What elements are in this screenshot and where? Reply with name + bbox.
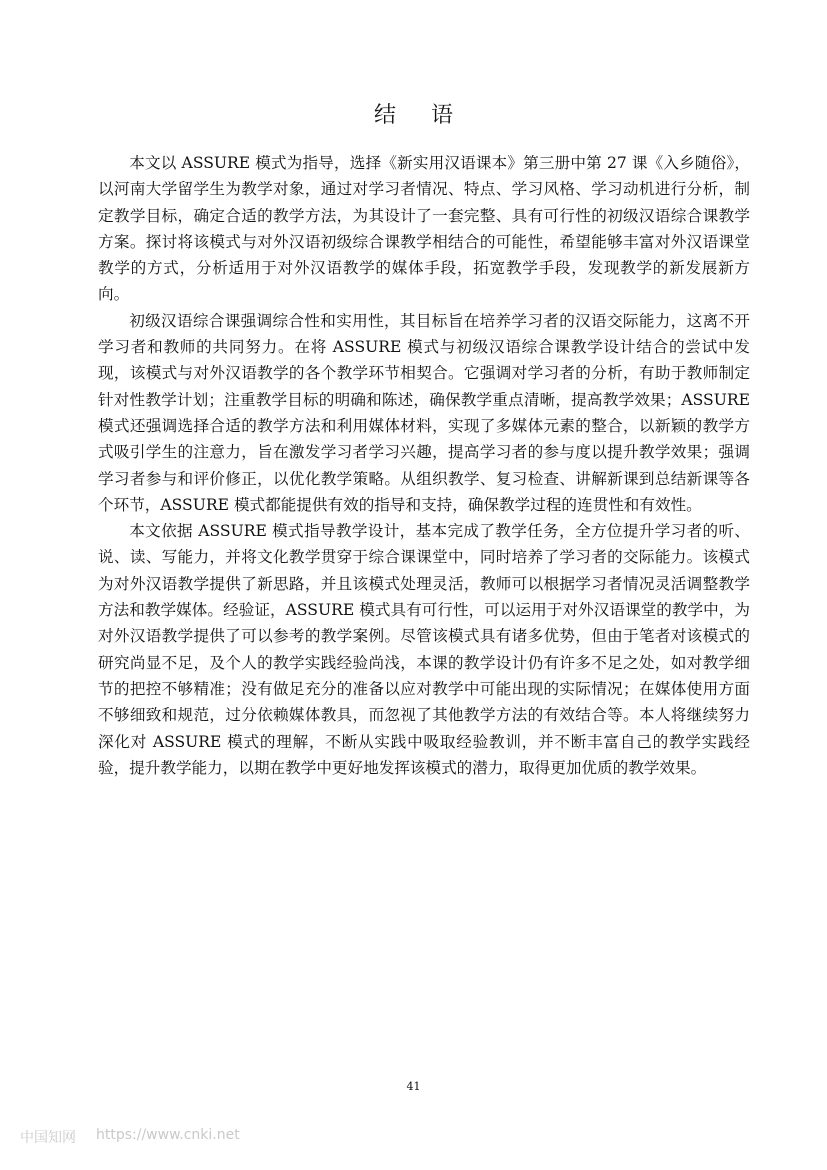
watermark-url: https://www.cnki.net (96, 1127, 240, 1143)
page-number: 41 (406, 1080, 421, 1093)
body-text (98, 150, 750, 781)
paragraph-1: 本文以 ASSURE 模式为指导，选择《新实用汉语课本》第三册中第 27 课《入乡随俗》，以河南大学留学生为教学对象，通过对学习者情况、特点、学习风格、学习动机进行分析，制定教学目标，确定合适的教学方法，为其设计了一套完整、具有可行性的初级汉语综合课教学方案。探讨将该模式与对外汉语初级综合课教学相结合的可能性，希望能够丰富对外汉语课堂教学的方式，分析适用于对外汉语教学的媒体手段，拓宽教学手段，发现教学的新发展新方向。 (98, 154, 750, 304)
watermark-brand: 中国知网 (20, 1130, 76, 1146)
paragraph-3: 本文依据 ASSURE 模式指导教学设计，基本完成了教学任务，全方位提升学习者的听、说、读、写能力，并将文化教学贯穿于综合课课堂中，同时培养了学习者的交际能力。该模式为对外汉语教学提供了新思路，并且该模式处理灵活，教师可以根据学习者情况灵活调整教学方法和教学媒体。经验证，ASSURE 模式具有可行性，可以运用于对外汉语课堂的教学中，为对外汉语教学提供了可以参考的教学案例。尽管该模式具有诸多优势，但由于笔者对该模式的研究尚显不足，及个人的教学实践经验尚浅，本课的教学设计仍有许多不足之处，如对教学细节的把控不够精准；没有做足充分的准备以应对教学中可能出现的实际情况；在媒体使用方面不够细致和规范，过分依赖媒体教具，而忽视了其他教学方法的有效结合等。本人将继续努力深化对 ASSURE 模式的理解，不断从实践中吸取经验教训，并不断丰富自己的教学实践经验，提升教学能力，以期在教学中更好地发挥该模式的潜力，取得更加优质的教学效果。 (98, 522, 750, 777)
paragraph-2: 初级汉语综合课强调综合性和实用性，其目标旨在培养学习者的汉语交际能力，这离不开学习者和教师的共同努力。在将 ASSURE 模式与初级汉语综合课教学设计结合的尝试中发现，该模式与对外汉语教学的各个教学环节相契合。它强调对学习者的分析，有助于教师制定针对性教学计划；注重教学目标的明确和陈述，确保教学重点清晰，提高教学效果；ASSURE 模式还强调选择合适的教学方法和利用媒体材料，实现了多媒体元素的整合，以新颖的教学方式吸引学生的注意力，旨在激发学习者学习兴趣，提高学习者的参与度以提升教学效果；强调学习者参与和评价修正，以优化教学策略。从组织教学、复习检查、讲解新课到总结新课等各个环节，ASSURE 模式都能提供有效的指导和支持，确保教学过程的连贯性和有效性。 (98, 311, 750, 514)
page-title: 结 语 (374, 103, 467, 128)
watermark (20, 1127, 240, 1147)
